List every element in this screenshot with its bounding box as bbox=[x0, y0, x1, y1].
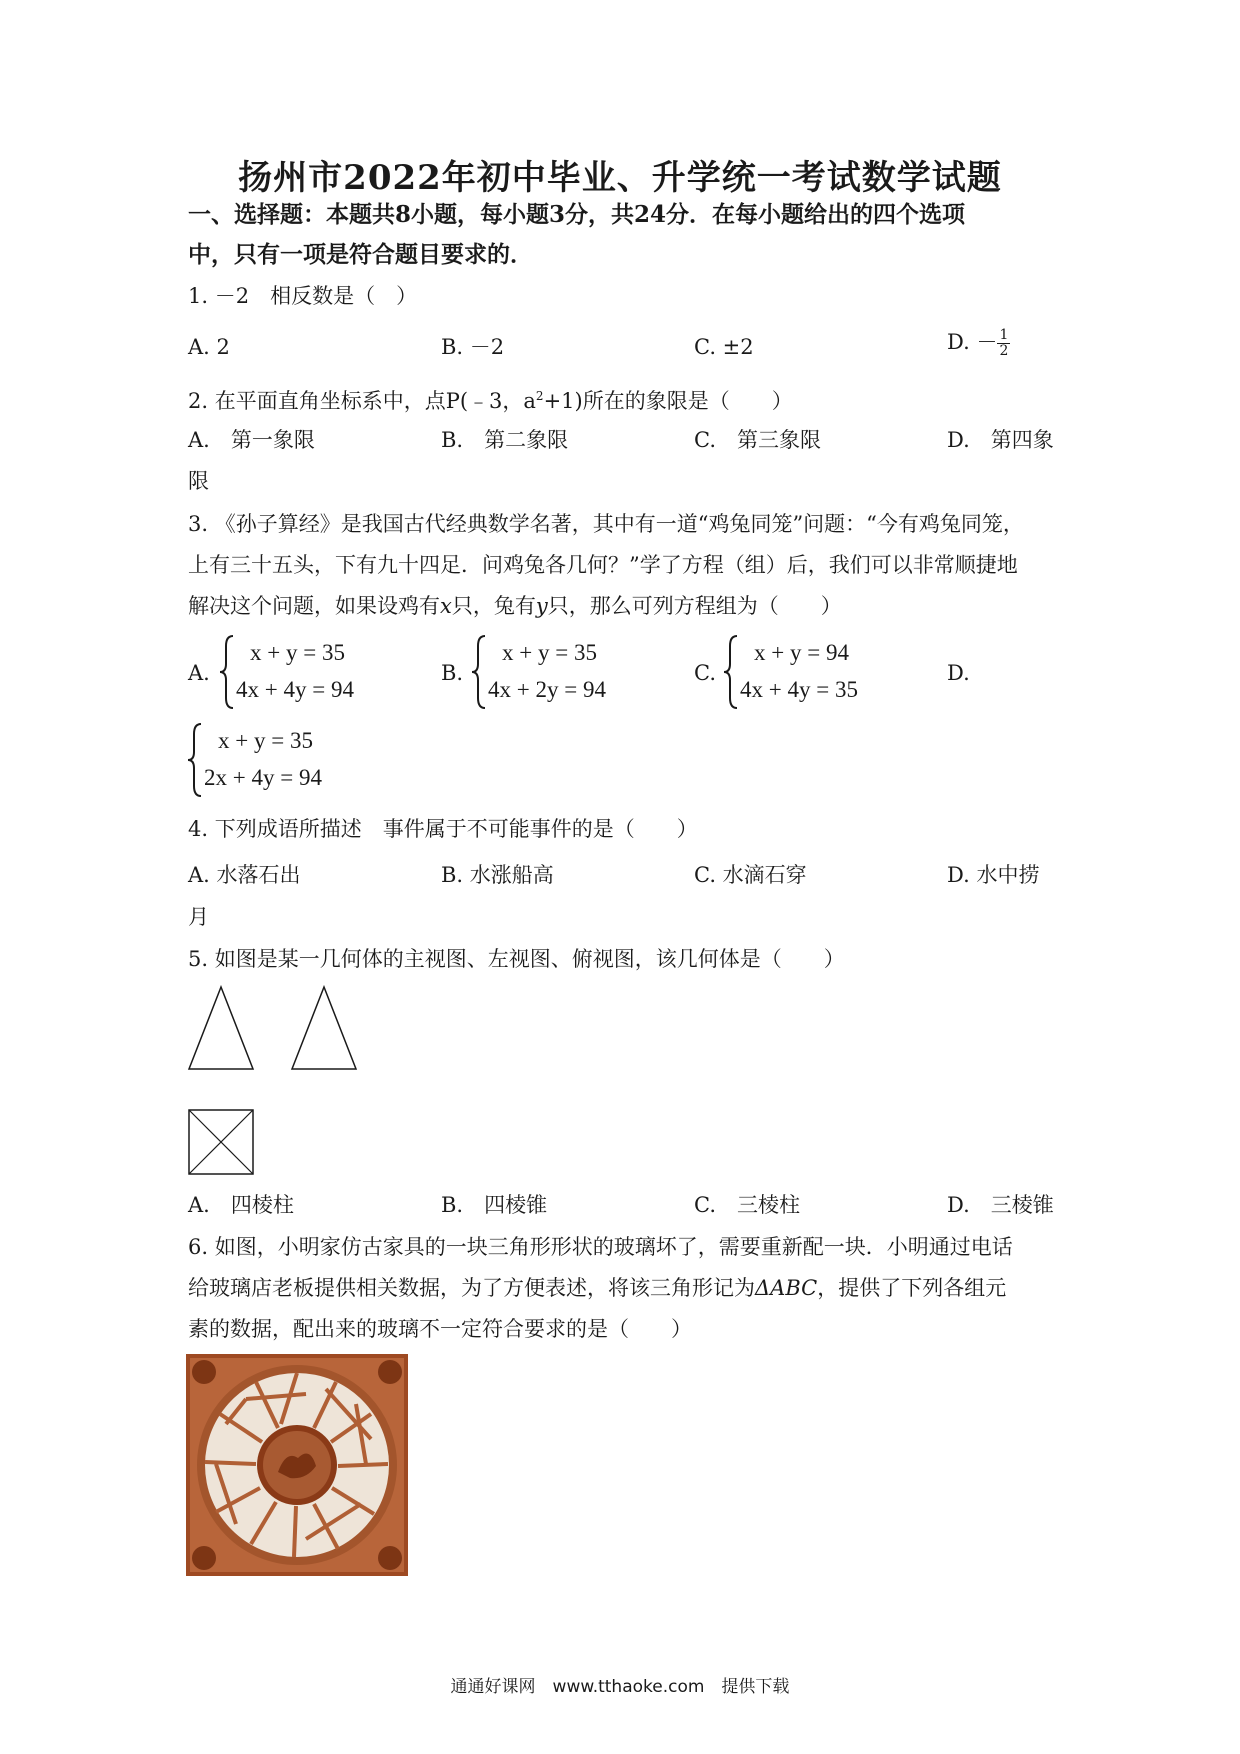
q3-option-d-system bbox=[204, 722, 322, 796]
brace-icon bbox=[722, 634, 740, 710]
q5-option-a: A. 四棱柱 bbox=[188, 1193, 294, 1217]
q1-option-d bbox=[947, 327, 1010, 359]
carved-window-image bbox=[186, 1354, 408, 1576]
q4-stem: 4. 下列成语所描述 事件属于不可能事件的是（ ） bbox=[188, 817, 698, 841]
front-view-triangle bbox=[186, 985, 256, 1071]
fraction bbox=[997, 328, 1010, 359]
equation-1: x + y = 94 bbox=[754, 640, 849, 665]
equation-2: 4x + 4y = 35 bbox=[740, 677, 858, 702]
q1-stem: 1. －2 相反数是（ ） bbox=[188, 284, 418, 308]
q5-option-b: B. 四棱锥 bbox=[441, 1193, 548, 1217]
var-y: y bbox=[535, 594, 548, 618]
q2-stem-text: 2. 在平面直角坐标系中，点P(﹣3，a bbox=[188, 389, 536, 413]
var-x: x bbox=[440, 594, 452, 618]
q4-option-a: A. 水落石出 bbox=[188, 863, 301, 887]
q2-option-d: D. 第四象 bbox=[947, 428, 1054, 452]
q4-option-d-wrap: 月 bbox=[188, 905, 209, 929]
q1-option-d-label: D. － bbox=[947, 330, 998, 354]
footer-source: 通通好课网 www.tthaoke.com 提供下载 bbox=[450, 1677, 790, 1697]
q3-text: 解决这个问题，如果设鸡有 bbox=[188, 594, 440, 618]
q5-option-c: C. 三棱柱 bbox=[694, 1193, 800, 1217]
q3-option-a-label: A. bbox=[188, 661, 210, 685]
q3-line-3 bbox=[188, 591, 842, 621]
equation-2: 4x + 2y = 94 bbox=[488, 677, 606, 702]
q4-option-d: D. 水中捞 bbox=[947, 863, 1040, 887]
q3-option-b-label: B. bbox=[441, 661, 464, 685]
q4-option-c: C. 水滴石穿 bbox=[694, 863, 807, 887]
q6-text: 给玻璃店老板提供相关数据，为了方便表述，将该三角形记为 bbox=[188, 1276, 755, 1300]
q3-line-2: 上有三十五头，下有九十四足．问鸡兔各几何？”学了方程（组）后，我们可以非常顺捷地 bbox=[188, 553, 1018, 577]
section-heading-cont: 中，只有一项是符合题目要求的． bbox=[188, 241, 533, 268]
q5-stem: 5. 如图是某一几何体的主视图、左视图、俯视图，该几何体是（ ） bbox=[188, 947, 845, 971]
q5-option-d: D. 三棱锥 bbox=[947, 1193, 1054, 1217]
q1-option-c: C. ±2 bbox=[694, 335, 754, 359]
side-view-triangle bbox=[289, 985, 359, 1071]
brace-icon bbox=[218, 634, 236, 710]
page-title: 扬州市2022年初中毕业、升学统一考试数学试题 bbox=[238, 158, 1002, 198]
q1-option-b: B. －2 bbox=[441, 335, 505, 359]
fraction-numerator: 1 bbox=[999, 327, 1009, 343]
q6-line-2 bbox=[188, 1273, 1006, 1303]
brace-icon bbox=[186, 722, 204, 798]
triangle-abc: ΔABC bbox=[755, 1276, 818, 1300]
q2-option-b: B. 第二象限 bbox=[441, 428, 569, 452]
q2-stem bbox=[188, 381, 793, 416]
q2-option-d-wrap: 限 bbox=[188, 469, 209, 493]
equation-1: x + y = 35 bbox=[250, 640, 345, 665]
section-heading: 一、选择题：本题共8小题，每小题3分，共24分．在每小题给出的四个选项 bbox=[188, 201, 966, 228]
q2-option-c: C. 第三象限 bbox=[694, 428, 821, 452]
q3-text: 只，那么可列方程组为（ ） bbox=[547, 594, 842, 618]
q3-option-b-system bbox=[488, 634, 606, 708]
equation-2: 4x + 4y = 94 bbox=[236, 677, 354, 702]
q6-line-1: 6. 如图，小明家仿古家具的一块三角形形状的玻璃坏了，需要重新配一块．小明通过电话 bbox=[188, 1235, 1013, 1259]
q3-option-c-system bbox=[740, 634, 858, 708]
q1-option-a: A. 2 bbox=[188, 335, 230, 359]
q3-option-d-label: D. bbox=[947, 661, 970, 685]
equation-1: x + y = 35 bbox=[218, 728, 313, 753]
q3-option-c-label: C. bbox=[694, 661, 716, 685]
q3-text: 只，兔有 bbox=[451, 594, 536, 618]
brace-icon bbox=[470, 634, 488, 710]
q2-stem-text-end: +1)所在的象限是（ ） bbox=[543, 389, 793, 413]
q3-option-a-system bbox=[236, 634, 354, 708]
equation-2: 2x + 4y = 94 bbox=[204, 765, 322, 790]
q6-text: ，提供了下列各组元 bbox=[817, 1276, 1007, 1300]
q3-line-1: 3. 《孙子算经》是我国古代经典数学名著，其中有一道“鸡兔同笼”问题：“今有鸡兔同笼， bbox=[188, 512, 1024, 536]
q2-superscript: 2 bbox=[535, 389, 544, 403]
fraction-denominator: 2 bbox=[999, 343, 1009, 359]
equation-1: x + y = 35 bbox=[502, 640, 597, 665]
q6-line-3: 素的数据，配出来的玻璃不一定符合要求的是（ ） bbox=[188, 1317, 692, 1341]
top-view-square bbox=[187, 1108, 255, 1176]
q4-option-b: B. 水涨船高 bbox=[441, 863, 554, 887]
q2-option-a: A. 第一象限 bbox=[188, 428, 315, 452]
